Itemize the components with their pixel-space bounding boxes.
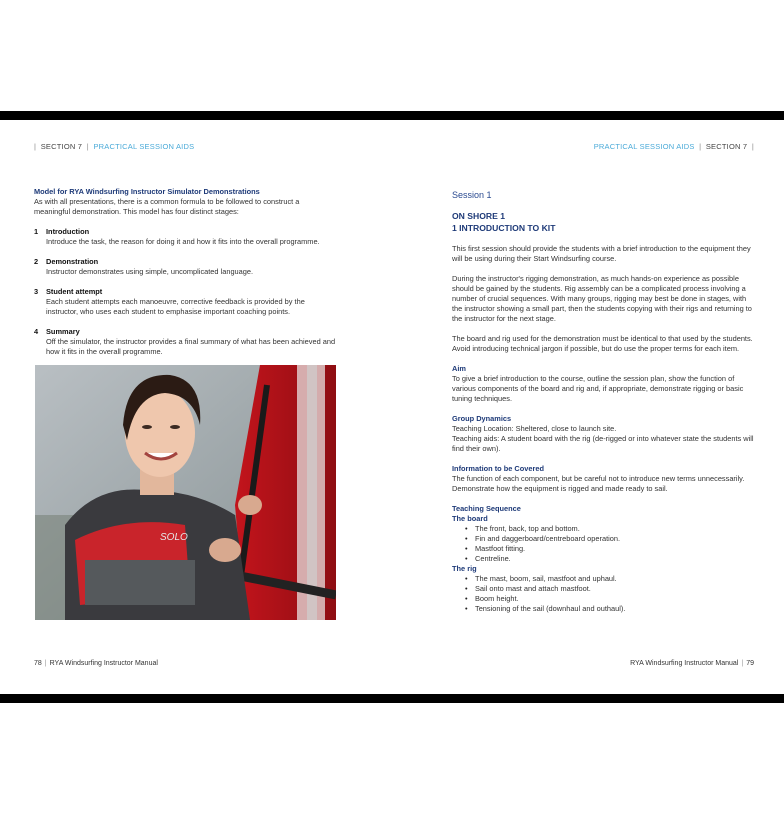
step-title: Demonstration (46, 257, 99, 266)
board-subheading: The board (452, 514, 488, 523)
aim-text: To give a brief introduction to the course, outline the session plan, show the function of various components of the board and rig and, if appropriate, demonstrate rigging or basic tuning techniques. (452, 374, 744, 403)
step-title: Introduction (46, 227, 90, 236)
session-label: Session 1 (452, 190, 492, 200)
step-text: Each student attempts each manoeuvre, corrective feedback is provided by the instructor, who uses each student to emphasise important coaching points. (46, 297, 305, 316)
step-title: Student attempt (46, 287, 103, 296)
manual-title: RYA Windsurfing Instructor Manual (630, 660, 739, 667)
information-heading: Information to be Covered (452, 464, 544, 473)
list-item: • Centreline. (475, 554, 756, 564)
wetsuit-logo: SOLO (160, 532, 188, 543)
page-number: 78 (34, 660, 42, 667)
board-list (452, 524, 756, 564)
step-number: 4 (34, 327, 39, 336)
group-dynamics-heading: Group Dynamics (452, 414, 512, 423)
section-label: SECTION 7 (40, 142, 83, 151)
aim-heading: Aim (452, 364, 466, 373)
rig-list (452, 574, 756, 614)
step-item (34, 257, 336, 277)
manual-title: RYA Windsurfing Instructor Manual (49, 660, 158, 667)
step-number: 3 (34, 287, 39, 296)
page-number: 79 (746, 660, 754, 667)
right-footer: RYA Windsurfing Instructor Manual | 79 (630, 660, 754, 667)
step-number: 2 (34, 257, 39, 266)
step-item (34, 227, 336, 247)
left-footer: 78 | RYA Windsurfing Instructor Manual (34, 660, 158, 667)
top-border-bar (0, 111, 784, 120)
teaching-location: Teaching Location: Sheltered, close to launch site. (452, 424, 617, 433)
section-title: PRACTICAL SESSION AIDS (93, 142, 195, 151)
step-item (34, 287, 336, 317)
intro-text: As with all presentations, there is a common formula to be followed to construct a meaningful demonstration. This model has four distinct stages: (34, 197, 300, 216)
right-body (452, 190, 756, 614)
list-item: • Sail onto mast and attach mastfoot. (475, 584, 756, 594)
list-item: • Fin and daggerboard/centreboard operation. (475, 534, 756, 544)
session-title-line1: ON SHORE 1 (452, 211, 506, 221)
step-text: Introduce the task, the reason for doing it and how it fits into the overall programme. (46, 237, 320, 246)
section-label: SECTION 7 (705, 142, 748, 151)
step-item (34, 327, 336, 357)
bottom-border-bar (0, 694, 784, 703)
list-item: • The mast, boom, sail, mastfoot and uphaul. (475, 574, 756, 584)
windsurfer-photo (35, 365, 336, 620)
section-title: PRACTICAL SESSION AIDS (593, 142, 695, 151)
step-text: Instructor demonstrates using simple, uncomplicated language. (46, 267, 254, 276)
left-page (0, 120, 392, 694)
right-running-header: PRACTICAL SESSION AIDS | SECTION 7 | (593, 142, 754, 151)
teaching-sequence-heading: Teaching Sequence (452, 504, 521, 513)
session-title-line2: 1 INTRODUCTION TO KIT (452, 223, 556, 233)
list-item: • Boom height. (475, 594, 756, 604)
step-text: Off the simulator, the instructor provides a final summary of what has been achieved and how it fits in the overall programme. (46, 337, 336, 356)
right-page (392, 120, 784, 694)
paragraph: The board and rig used for the demonstration must be identical to that used by the students. Avoid introducing technical jargon if possible, but do use the proper terms for each item. (452, 334, 753, 353)
rig-subheading: The rig (452, 564, 477, 573)
list-item: • The front, back, top and bottom. (475, 524, 756, 534)
teaching-aids: Teaching aids: A student board with the rig (de-rigged or into whatever state the students will find their own). (452, 434, 754, 453)
list-item: • Mastfoot fitting. (475, 544, 756, 554)
paragraph: During the instructor's rigging demonstration, as much hands-on experience as possible should be gained by the students. Rig assembly can be a complicated process involving a number of crucial sequences. With many groups, rigging may best be done in stages, with the instructor showing a small part, then the students copying with their rigs and returning to the instructor for the next stage. (452, 274, 752, 323)
intro-heading: Model for RYA Windsurfing Instructor Simulator Demonstrations (34, 187, 260, 196)
step-number: 1 (34, 227, 39, 236)
list-item: • Tensioning of the sail (downhaul and outhaul). (475, 604, 756, 614)
left-body (34, 187, 336, 357)
information-text: The function of each component, but be careful not to introduce new terms unnecessarily. Demonstrate how the equipment is rigged and made ready to sail. (452, 474, 745, 493)
step-title: Summary (46, 327, 80, 336)
paragraph: This first session should provide the students with a brief introduction to the equipment they will be using during their Start Windsurfing course. (452, 244, 751, 263)
left-running-header: | SECTION 7 | PRACTICAL SESSION AIDS (34, 142, 195, 151)
